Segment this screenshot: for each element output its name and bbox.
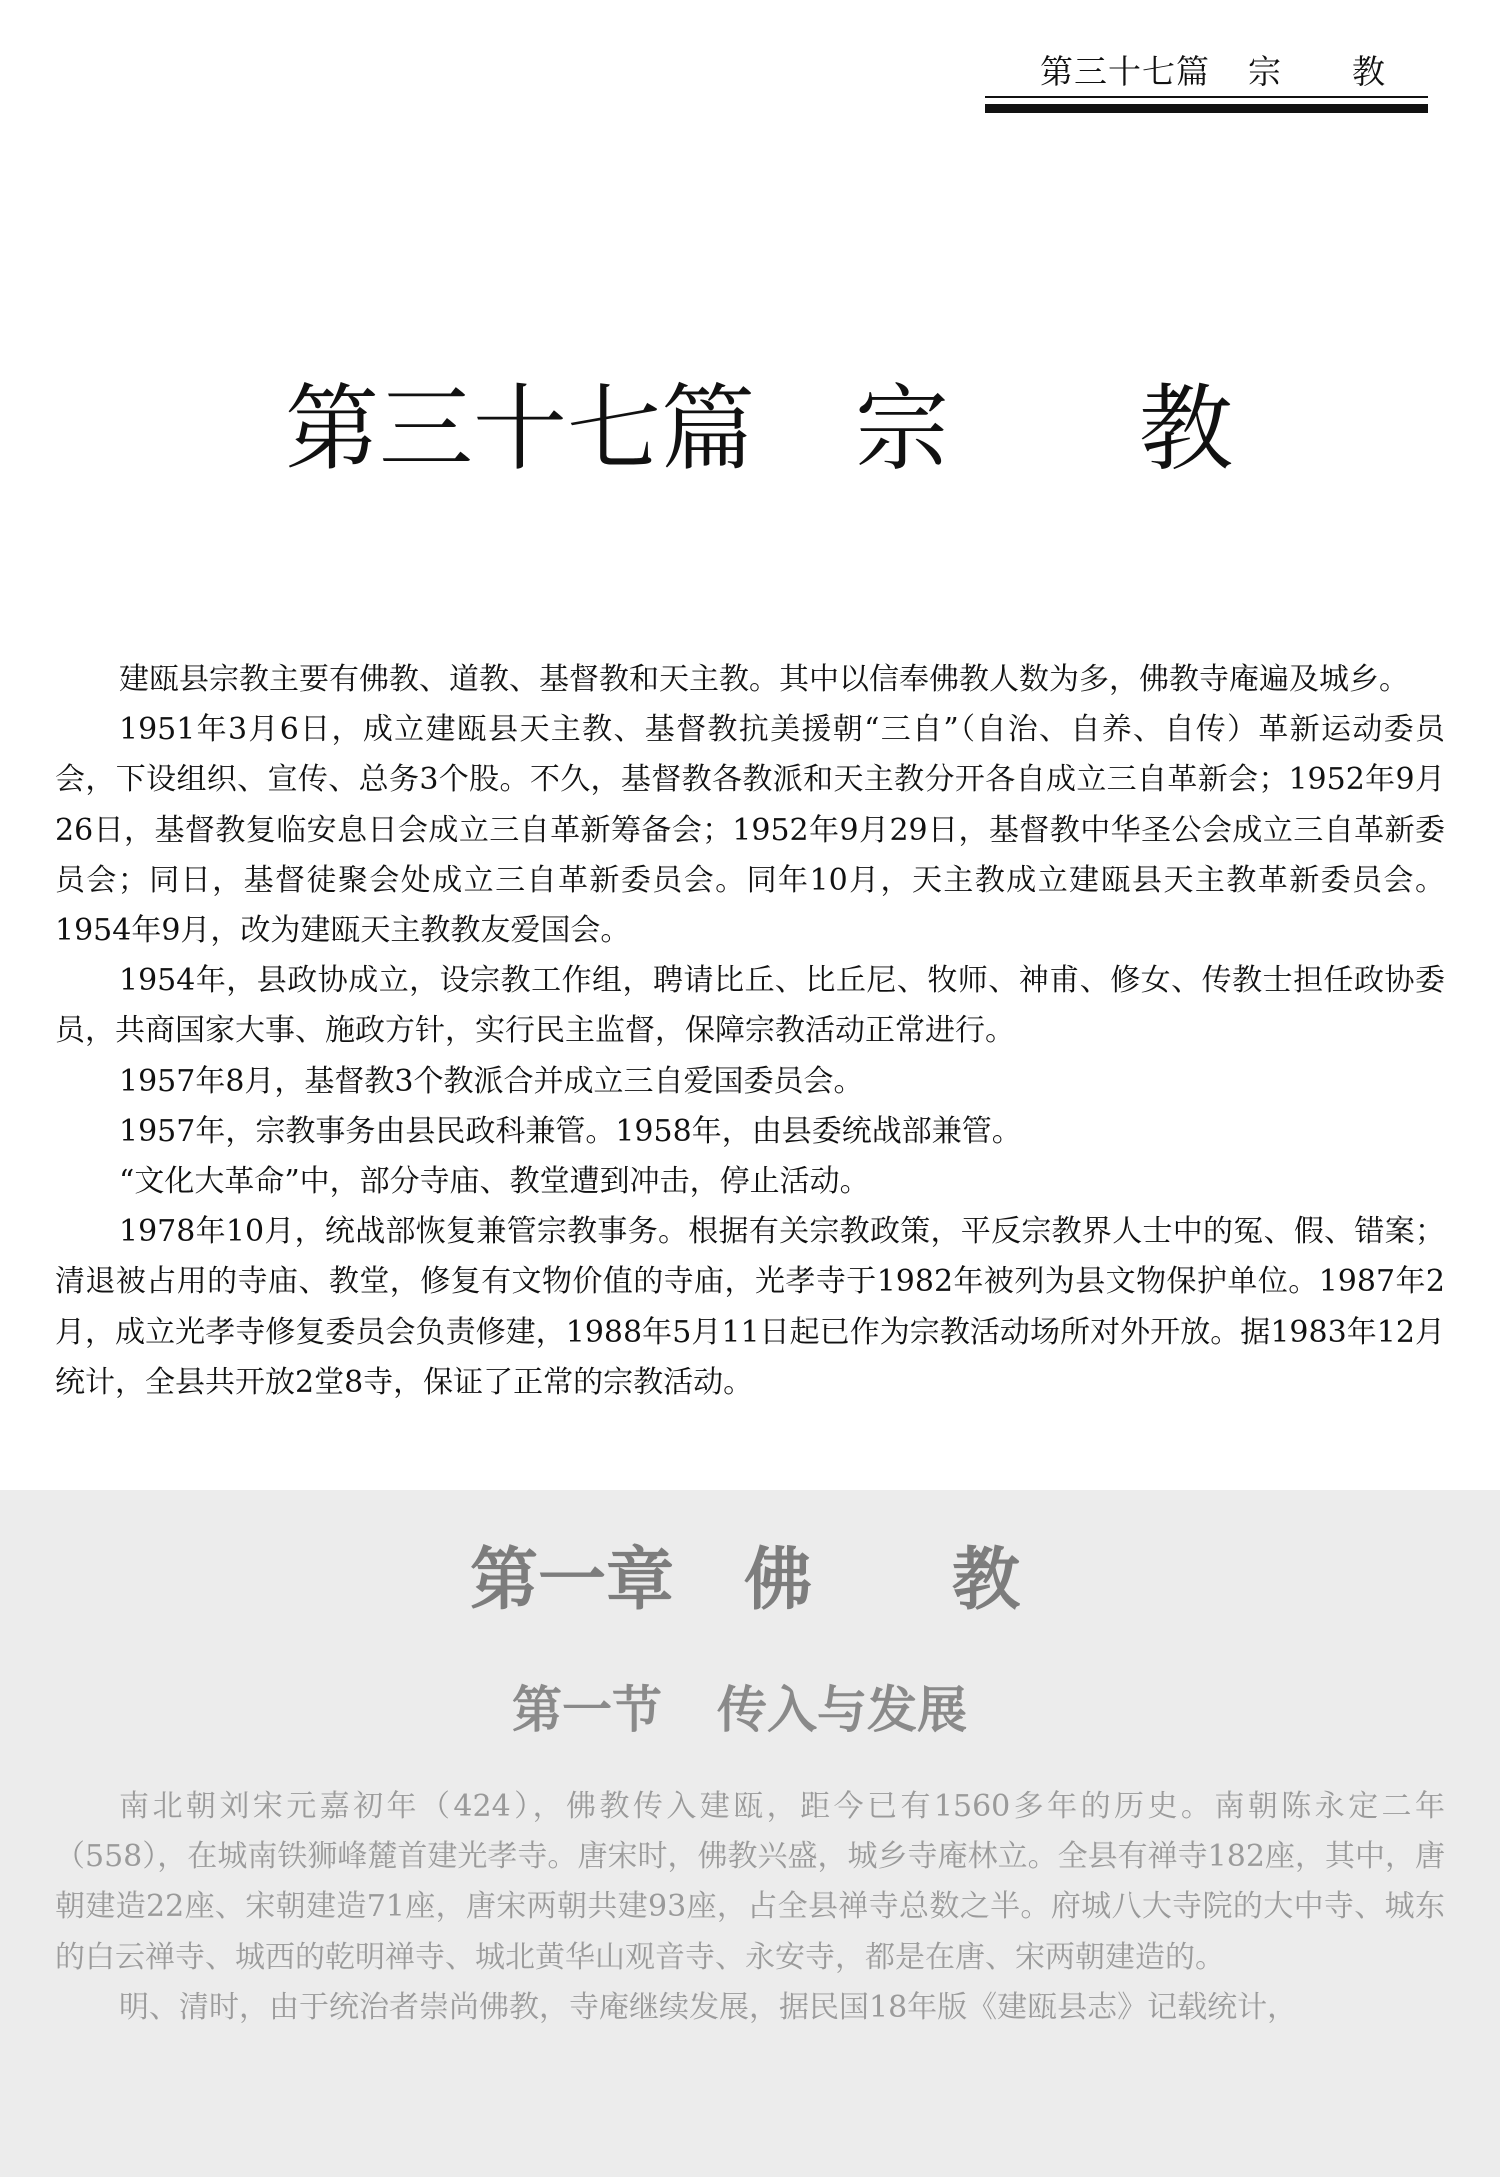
header-rule-thin — [985, 96, 1428, 98]
part-title-subject-2: 教 — [1139, 375, 1234, 484]
chapter-paragraph: 明、清时，由于统治者崇尚佛教，寺庵继续发展，据民国18年版《建瓯县志》记载统计， — [119, 1989, 1298, 2025]
chapter-text — [55, 1782, 1445, 2033]
chapter-paragraph: 南北朝刘宋元嘉初年（424），佛教传入建瓯，距今已有1560多年的历史。南朝陈永定二年（558），在城南铁狮峰麓首建光孝寺。唐宋时，佛教兴盛，城乡寺庵林立。全县有禅寺182座，其中，唐朝建造22座、宋朝建造71座，唐宋两朝共建93座，占全县禅寺总数之半。府城八大寺院的大中寺、城东的白云禅寺、城西的乾明禅寺、城北黄华山观音寺、永安寺，都是在唐、宋两朝建造的。 — [55, 1789, 1445, 1975]
section-number: 第一节 — [512, 1680, 662, 1739]
part-title — [285, 375, 1285, 485]
running-head — [1040, 52, 1430, 92]
running-head-subject-1: 宗 — [1248, 52, 1282, 91]
body-text — [55, 655, 1445, 1408]
body-paragraph: 1954年，县政协成立，设宗教工作组，聘请比丘、比丘尼、牧师、神甫、修女、传教士担任政协委员，共商国家大事、施政方针，实行民主监督，保障宗教活动正常进行。 — [55, 963, 1445, 1049]
body-paragraph: 1957年，宗教事务由县民政科兼管。1958年，由县委统战部兼管。 — [119, 1113, 1022, 1149]
body-paragraph: 1951年3月6日，成立建瓯县天主教、基督教抗美援朝“三自”（自治、自养、自传）革新运动委员会，下设组织、宣传、总务3个股。不久，基督教各教派和天主教分开各自成立三自革新会；1952年9月26日，基督教复临安息日会成立三自革新筹备会；1952年9月29日，基督教中华圣公会成立三自革新委员会；同日，基督徒聚会处成立三自革新委员会。同年10月，天主教成立建瓯县天主教革新委员会。1954年9月，改为建瓯天主教教友爱国会。 — [55, 712, 1445, 949]
part-title-subject-1: 宗 — [855, 375, 950, 484]
section-title-text: 传入与发展 — [717, 1680, 967, 1739]
running-head-part: 第三十七篇 — [1040, 52, 1210, 91]
body-paragraph: “文化大革命”中，部分寺庙、教堂遭到冲击，停止活动。 — [119, 1164, 870, 1200]
section-title — [512, 1680, 1112, 1740]
running-head-subject-2: 教 — [1352, 52, 1386, 91]
chapter-title-1: 佛 — [744, 1540, 813, 1620]
chapter-number: 第一章 — [470, 1540, 675, 1620]
chapter-title-2: 教 — [952, 1540, 1021, 1620]
header-rule-thick — [985, 104, 1428, 113]
body-paragraph: 建瓯县宗教主要有佛教、道教、基督教和天主教。其中以信奉佛教人数为多，佛教寺庵遍及城乡。 — [119, 662, 1409, 697]
chapter-title — [470, 1540, 1170, 1620]
body-paragraph: 1957年8月，基督教3个教派合并成立三自爱国委员会。 — [119, 1063, 864, 1099]
body-paragraph: 1978年10月，统战部恢复兼管宗教事务。根据有关宗教政策，平反宗教界人士中的冤、假、错案；清退被占用的寺庙、教堂，修复有文物价值的寺庙，光孝寺于1982年被列为县文物保护单位。1987年2月，成立光孝寺修复委员会负责修建，1988年5月11日起已作为宗教活动场所对外开放。据1983年12月统计，全县共开放2堂8寺，保证了正常的宗教活动。 — [55, 1214, 1445, 1400]
part-title-number: 第三十七篇 — [285, 375, 756, 484]
